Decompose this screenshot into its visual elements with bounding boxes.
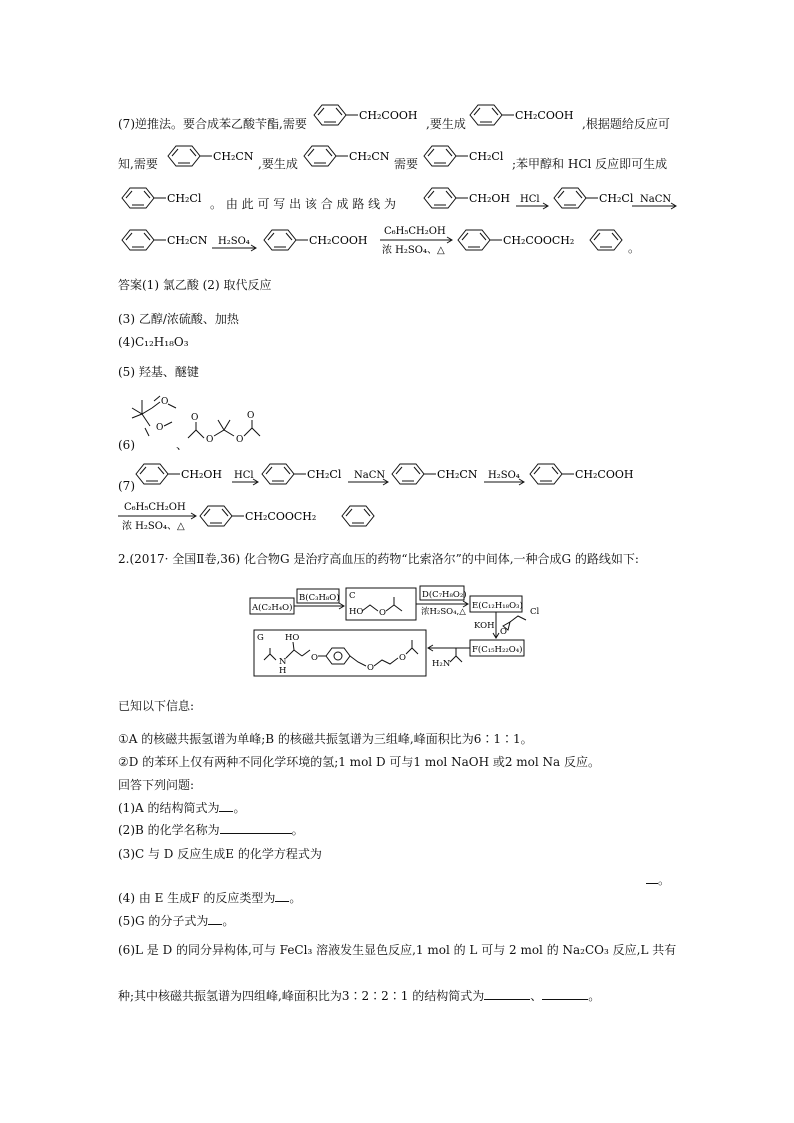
benzene-ring — [314, 105, 346, 125]
label-c: C — [349, 591, 356, 601]
question-3: (3)C 与 D 反应生成E 的化学方程式为 — [118, 847, 322, 861]
bond — [386, 605, 402, 611]
reagent-h2so4: H₂SO₄ — [488, 470, 520, 481]
question-2: (2)B 的化学名称为 。 — [118, 823, 304, 837]
q2-intro: 2.(2017· 全国Ⅱ卷,36) 化合物G 是治疗高血压的药物“比索洛尔”的中间体,一种合成G 的路线如下: — [118, 552, 639, 566]
answer-prompt: 回答下列问题: — [118, 778, 195, 792]
benzene-ring — [424, 146, 456, 166]
answer-6: (6) — [118, 438, 135, 452]
p7-line2-a: 知,需要 — [118, 157, 158, 171]
oxygen-label: O — [206, 435, 214, 445]
oxygen-label: O — [399, 653, 406, 663]
label-n: N — [279, 657, 287, 667]
group-ch2cn: CH₂CN — [213, 150, 254, 163]
benzene-ring — [554, 188, 586, 208]
oxygen-label: O — [247, 411, 255, 421]
benzene-ring — [200, 506, 232, 526]
p7-line3: 。 由 此 可 写 出 该 合 成 路 线 为 — [210, 197, 396, 211]
aromatic-circle — [334, 652, 342, 660]
benzene-ring — [342, 506, 374, 526]
benzene-ring — [122, 188, 154, 208]
group-ch2cooh: CH₂COOH — [575, 468, 634, 481]
benzene-ring — [590, 230, 622, 250]
group-ch2oh: CH₂OH — [469, 192, 511, 205]
question-6-line1: (6)L 是 D 的同分异构体,可与 FeCl₃ 溶液发生显色反应,1 mol 的 L 可与 2 mol 的 Na₂CO₃ 反应,L 共有 — [118, 943, 677, 957]
bond — [374, 658, 398, 666]
question-1: (1)A 的结构简式为 。 — [118, 801, 246, 815]
group-ch2cooh: CH₂COOH — [359, 109, 418, 122]
benzene-ring — [424, 188, 456, 208]
p7-line2-c: 需要 — [394, 157, 419, 171]
answer-3: (3) 乙醇/浓硫酸、加热 — [118, 312, 239, 326]
group-ester: CH₂COOCH₂ — [503, 234, 575, 247]
answer-6-structure-1 — [132, 396, 176, 436]
reagent-benzyl-alcohol: C₆H₅CH₂OH — [124, 502, 186, 513]
label-ho: HO — [349, 607, 364, 617]
oxygen-label: O — [500, 627, 507, 637]
group-ch2cn: CH₂CN — [349, 150, 390, 163]
answer-7: (7) — [118, 479, 135, 493]
reagent-conc-h2so4: 浓 H₂SO₄、△ — [122, 521, 185, 532]
compound-d: D(C₇H₈O₂) — [422, 590, 467, 600]
reagent-benzyl-alcohol: C₆H₅CH₂OH — [384, 226, 446, 237]
reagent-conc-h2so4: 浓 H₂SO₄、△ — [382, 245, 445, 256]
benzene-ring — [122, 230, 154, 250]
reagent-h2so4: H₂SO₄ — [218, 236, 250, 247]
p7-line1-b: ,要生成 — [426, 117, 466, 131]
benzene-ring — [326, 648, 350, 664]
benzene-ring — [470, 105, 502, 125]
bond — [362, 605, 378, 611]
known-info-title: 已知以下信息: — [118, 699, 195, 713]
bond — [264, 654, 276, 660]
group-ch2oh: CH₂OH — [181, 468, 223, 481]
compound-a: A(C₂H₄O) — [252, 603, 293, 613]
benzene-ring — [168, 146, 200, 166]
bond — [350, 656, 366, 666]
p7-line1-c: ,根据题给反应可 — [582, 117, 670, 131]
benzene-ring — [458, 230, 490, 250]
benzene-ring — [530, 464, 562, 484]
bond — [450, 656, 462, 662]
reagent-hcl: HCl — [234, 470, 254, 481]
benzene-ring — [264, 230, 296, 250]
p7-line1-a: (7)逆推法。要合成苯乙酸苄酯,需要 — [118, 117, 307, 131]
p7-line2-d: ;苯甲醇和 HCl 反应即可生成 — [512, 157, 668, 171]
reagent-hcl: HCl — [520, 194, 540, 205]
bond — [302, 650, 310, 656]
info-2: ②D 的苯环上仅有两种不同化学环境的氢;1 mol D 可与1 mol NaOH 或2 mol Na 反应。 — [118, 755, 601, 769]
condition-ce: 浓H₂SO₄,△ — [421, 607, 466, 617]
label-cl: Cl — [530, 607, 540, 617]
group-ch2cl: CH₂Cl — [599, 192, 634, 205]
question-5: (5)G 的分子式为 。 — [118, 914, 235, 928]
oxygen-label: O — [191, 413, 199, 423]
group-ch2cl: CH₂Cl — [307, 468, 342, 481]
reagent-koh: KOH — [474, 621, 495, 631]
oxygen-label: O — [367, 663, 374, 673]
compound-e: E(C₁₂H₁₈O₃) — [472, 601, 523, 611]
oxygen-label: O — [236, 435, 244, 445]
group-ch2cn: CH₂CN — [437, 468, 478, 481]
bond — [293, 642, 294, 650]
benzene-ring — [136, 464, 168, 484]
compound-f: F(C₁₅H₂₂O₄) — [472, 645, 523, 655]
oxygen-label: O — [311, 653, 318, 663]
reagent-nacn: NaCN — [640, 194, 672, 205]
oxygen-label: O — [379, 608, 386, 618]
p7-end: 。 — [628, 241, 641, 255]
bond — [406, 648, 418, 654]
bond — [510, 616, 526, 622]
group-ch2cooh: CH₂COOH — [309, 234, 368, 247]
benzene-ring — [304, 146, 336, 166]
synthesis-scheme — [250, 586, 540, 676]
bond — [286, 650, 302, 658]
label-h: H — [279, 666, 287, 676]
group-ch2cl: CH₂Cl — [167, 192, 202, 205]
group-ch2cl: CH₂Cl — [469, 150, 504, 163]
group-ch2cooh: CH₂COOH — [515, 109, 574, 122]
reagent-nacn: NaCN — [354, 470, 386, 481]
answer-6-sep: 、 — [176, 438, 189, 452]
group-ester: CH₂COOCH₂ — [245, 510, 317, 523]
benzene-ring — [392, 464, 424, 484]
group-ch2cn: CH₂CN — [167, 234, 208, 247]
oxygen-label: O — [161, 397, 169, 407]
p7-line2-b: ,要生成 — [258, 157, 298, 171]
info-1: ①A 的核磁共振氢谱为单峰;B 的核磁共振氢谱为三组峰,峰面积比为6∶1∶1。 — [118, 732, 533, 746]
label-oh: HO — [285, 633, 300, 643]
answer-6-structure-2 — [188, 411, 260, 445]
answer-4: (4)C₁₂H₁₈O₃ — [118, 335, 189, 349]
question-4: (4) 由 E 生成F 的反应类型为 。 — [118, 891, 302, 905]
benzene-ring — [262, 464, 294, 484]
answer-5: (5) 羟基、醚键 — [118, 365, 199, 379]
question-6-line2: 种;其中核磁共振氢谱为四组峰,峰面积比为3∶2∶2∶1 的结构简式为 、 。 — [118, 989, 601, 1003]
oxygen-label: O — [156, 423, 164, 433]
label-g: G — [257, 633, 264, 643]
question-3-end: 。 — [646, 872, 670, 888]
label-h2n: H₂N — [432, 659, 451, 669]
answer-1-2: 答案(1) 氯乙酸 (2) 取代反应 — [118, 278, 272, 292]
compound-b: B(C₃H₈O) — [299, 593, 340, 603]
